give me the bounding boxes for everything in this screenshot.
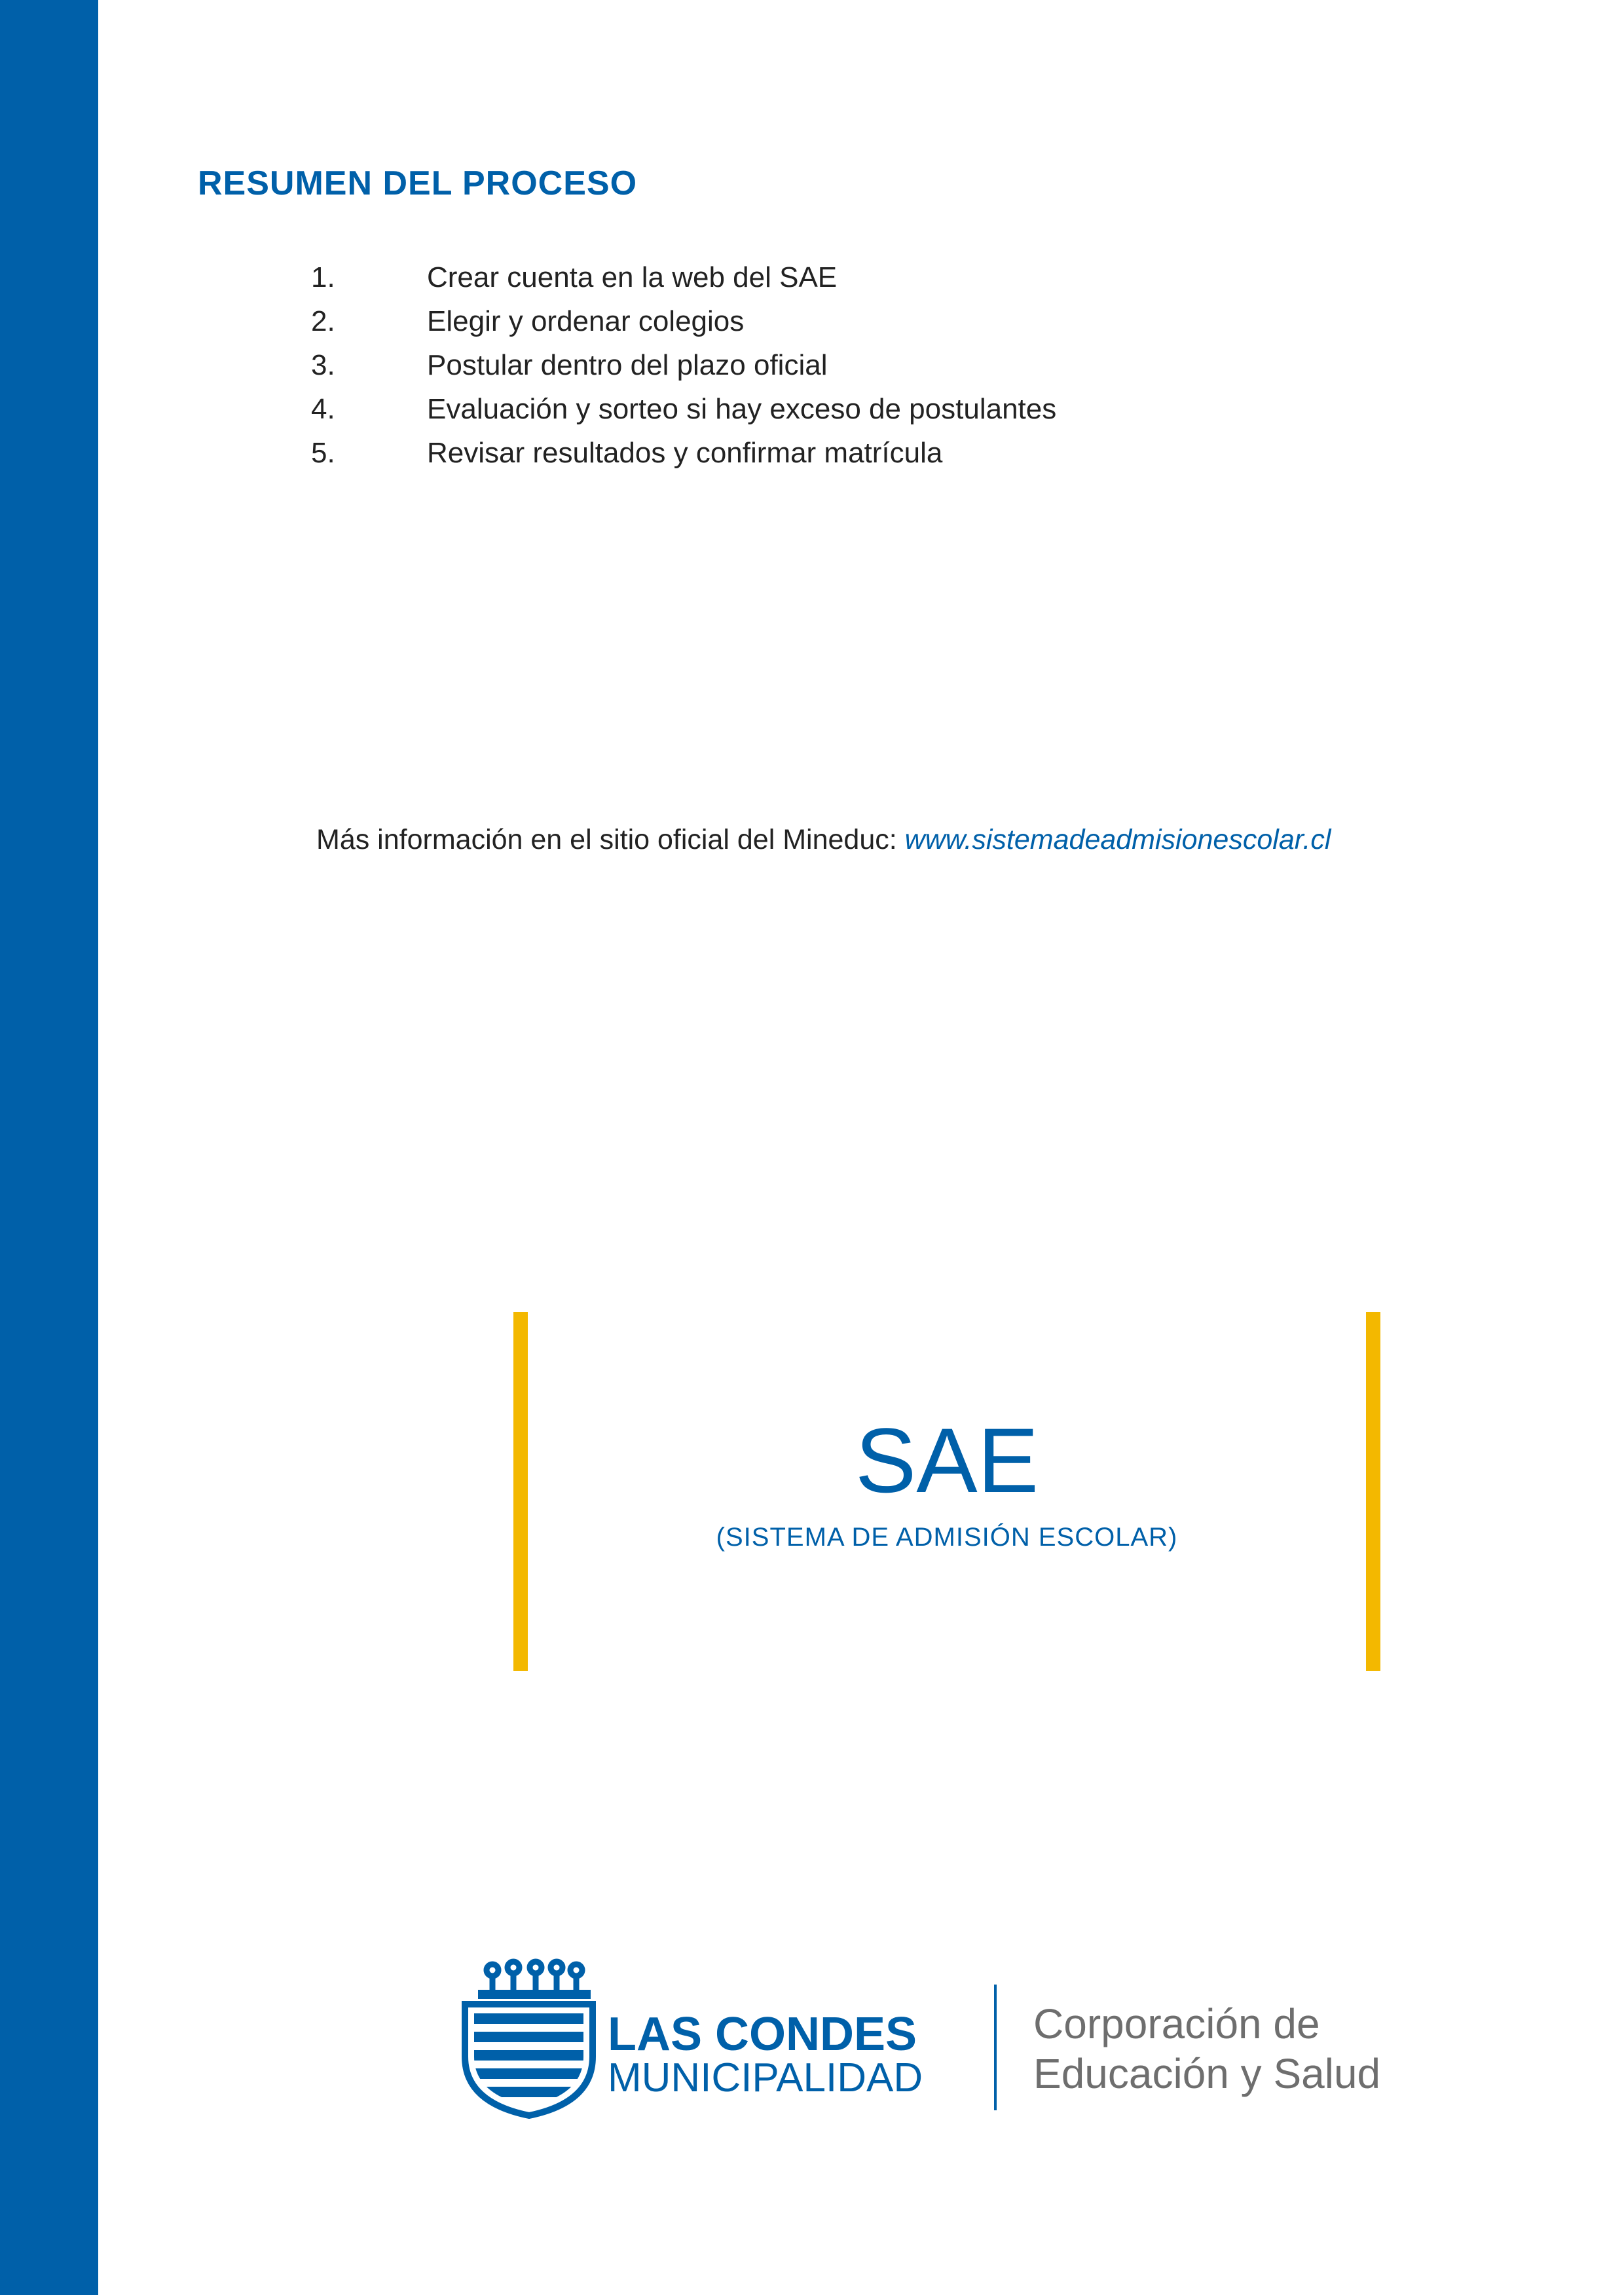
corporation-line-1: Corporación de	[1033, 2000, 1320, 2047]
step-text: Elegir y ordenar colegios	[427, 305, 745, 337]
step-number: 4.	[311, 392, 335, 425]
more-info-line	[316, 824, 1331, 856]
brand-name: LAS CONDES	[608, 2008, 917, 2061]
process-step	[311, 343, 1056, 387]
brand-subname: MUNICIPALIDAD	[608, 2055, 923, 2100]
sae-title: SAE	[855, 1409, 1039, 1512]
logo-divider	[994, 1985, 997, 2110]
step-number: 2.	[311, 305, 335, 337]
corporation-line-2: Educación y Salud	[1033, 2050, 1381, 2097]
step-text: Revisar resultados y confirmar matrícula	[427, 436, 943, 469]
process-step	[311, 255, 1056, 299]
step-text: Evaluación y sorteo si hay exceso de postulantes	[427, 392, 1057, 425]
mineduc-website-link[interactable]: www.sistemadeadmisionescolar.cl	[904, 824, 1331, 855]
step-number: 1.	[311, 261, 335, 293]
more-info-text: Más información en el sitio oficial del Mineduc:	[316, 824, 897, 855]
step-number: 5.	[311, 436, 335, 469]
municipal-crest-icon	[458, 1958, 599, 2119]
side-color-bar	[0, 0, 98, 2295]
right-yellow-bracket	[1366, 1312, 1380, 1671]
summary-title: RESUMEN DEL PROCESO	[198, 164, 638, 202]
process-step	[311, 431, 1056, 475]
step-number: 3.	[311, 348, 335, 381]
process-steps-list	[311, 255, 1056, 475]
process-step	[311, 387, 1056, 431]
left-yellow-bracket	[513, 1312, 528, 1671]
step-text: Postular dentro del plazo oficial	[427, 348, 828, 381]
las-condes-logo	[458, 1958, 1480, 2129]
process-step	[311, 299, 1056, 343]
step-text: Crear cuenta en la web del SAE	[427, 261, 838, 293]
sae-subtitle: (SISTEMA DE ADMISIÓN ESCOLAR)	[716, 1523, 1178, 1552]
